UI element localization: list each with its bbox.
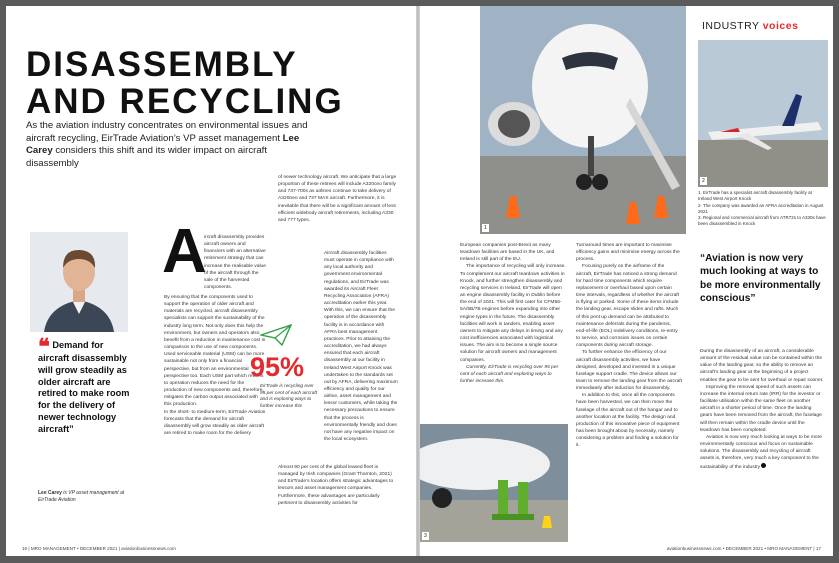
- column-3-paragraph-2: The importance of recycling will only increase. To complement our aircraft teardown activities in Knock, and further strengthen disassembly and recycling services in Ireland, EirTrade will open an engine disassembly facility in Dublin before the end of 2021. This will first cater for CFM56-5A/5B/7B engines before expanding into other engine types in the future. The disassembly facilities will work in tandem, enabling asset owners to mitigate any delays in timing and any cost inefficiencies associated with logistical issues. The aim is to become a single source solution for aircraft owners and management companies.: [460, 264, 566, 363]
- stat-text: EirTrade is recycling over 95 per cent of each aircraft and is exploring ways to further increase this: [260, 384, 318, 409]
- photo-aircraft-parked: [698, 40, 828, 187]
- article-column-1-lead: ircraft disassembly provides aircraft owners and financiers with an alternative retirement strategy that can increase the realisable value of the aircraft through the sale of the harvested components.: [204, 235, 266, 291]
- photo-number-3: 3: [424, 533, 427, 539]
- right-page: [420, 6, 833, 556]
- column-5-paragraph-3: [700, 434, 824, 471]
- caption-role: is VP asset management at EirTrade Aviation: [38, 490, 125, 503]
- article-column-4: [576, 242, 682, 548]
- column-4-paragraph-4: In addition to this, once all the components have been harvested, we can then move the fuselage of the aircraft out of the hangar and to another location at the facility. The design and production of this innovative piece of equipment has been brought about by necessity, namely considering a problem and finding a solution for it.: [576, 393, 680, 449]
- end-mark-icon: [761, 463, 766, 468]
- title-line-2: AND RECYCLING: [26, 82, 344, 121]
- caption-2: 2. The company was awarded an AFRA accreditation in August 2021: [698, 202, 824, 214]
- portrait-quote: [38, 334, 130, 436]
- section-label-text: INDUSTRY: [702, 20, 763, 32]
- article-column-2-top: of newer technology aircraft. We anticipate that a large proportion of these retirees will include A320ceo family and 737-700s as airlines continue to take delivery of A320neo and 737 MAX aircraft. Furthermore, it is inevitable that there will be a significant amount of less efficient widebody aircraft retirements, including A330 and 777 types.: [278, 175, 397, 223]
- quote-icon: ❝: [38, 334, 50, 359]
- caption-name: Lee Carey: [38, 490, 62, 496]
- left-page: [6, 6, 416, 556]
- standfirst-text-end: considers this shift and its wider impact on aircraft disassembly: [26, 145, 268, 169]
- column-5-paragraph-2: Improving the removal speed of such assets can increase the internal return rate (IRR) for the investor or facilitate utilisation within the same fleet on another aircraft in a shorter period of time. Once the landing gears have been removed from the aircraft, the fuselage will then remain within the cradle device until the teardown has been completed.: [700, 384, 822, 433]
- section-label-accent: voices: [762, 20, 799, 32]
- column-4-paragraph-1: Turnaround times are important to maximise efficiency gains and minimise energy across the process.: [576, 243, 680, 263]
- column-1-paragraph-2: In the short- to medium-term, EirTrade Aviation forecasts that the demand for aircraft disassembly will grow steadily as older aircraft are retired to make room for the delivery: [164, 409, 266, 436]
- left-footer: 16 | MRO MANAGEMENT • DECEMBER 2021 | aviationbusinessnews.com: [22, 546, 176, 551]
- article-column-1: [164, 294, 266, 546]
- caption-1: 1. EirTrade has a specialist aircraft disassembly facility at Ireland West Airport Knock: [698, 190, 812, 202]
- caption-3: 3. Regional and commercial aircraft from ATR72s to A330s have been disassembled in Knock: [698, 215, 826, 227]
- standfirst-author: Lee Carey: [26, 132, 300, 157]
- photo-number-1: 1: [484, 225, 487, 231]
- cradle-illustration: [420, 424, 568, 542]
- column-4-paragraph-3: To further enhance the efficiency of our aircraft disassembly activities, we have designed, developed and invested in a unique fuselage support cradle. The device allows our team to remove the landing gear from the aircraft immediately after induction for disassembly.: [576, 350, 682, 392]
- drop-cap: A: [162, 217, 207, 286]
- photo-captions: [698, 190, 826, 228]
- column-5-closing-text: Aviation is now very much looking at ways to be more environmentally conscious and focus on sustainable solutions. The disassembly and recycling of aircraft assets is, therefore, very much a key component to the sustainability of the industry: [700, 434, 822, 470]
- photo-number-2: 2: [702, 178, 705, 184]
- parked-aircraft-illustration: [698, 40, 828, 187]
- photo-disassembly-cradle: [420, 424, 568, 542]
- section-label: [702, 20, 798, 32]
- standfirst-text: As the aviation industry concentrates on environmental issues and aircraft recycling, EirTrade Aviation’s VP asset management: [26, 120, 308, 144]
- right-pull-quote: “Aviation is now very much looking at ways to be more environmentally conscious”: [700, 253, 821, 305]
- pull-quote-text: Demand for aircraft disassembly will grow steadily as older aircraft are retired to make room for the delivery of newer technology aircraft”: [38, 340, 130, 434]
- column-4-paragraph-2: Focusing purely on the airframe of the aircraft, EirTrade has noticed a strong demand for hard time components which require replacement or overhaul based upon certain time intervals, regardless of whether the aircraft is flying or parked. Some of these items include the landing gear, escape slides and rafts. Much of this pent up demand can be attributed to maintenance deferrals during the pandemic, end-of-life (EOL) redelivery conditions, re-entry to service, and corrosion issues on certain components during aircraft storage.: [576, 264, 680, 349]
- article-column-2-bottom: Almost 90 per cent of the global leased fleet is managed by Irish companies (Grant Thornton, 2021) and EirTrade’s location offers strategic advantages to lessors and asset management companies. Furthermore, these advantages are particularly pertinent to disassembly activities for: [278, 465, 394, 506]
- column-5-paragraph-1: During the disassembly of an aircraft, a considerable amount of the residual value can be contained within the value of the landing gear, so the ability to remove an aircraft’s landing gear at the beginning of a project enables the gear to be sent for overhaul or repair sooner.: [700, 349, 824, 383]
- aircraft-nose-illustration: [480, 6, 686, 234]
- column-3-paragraph-3: Currently, EirTrade is recycling over 95 per cent of each aircraft and exploring ways to further increase this.: [460, 364, 559, 384]
- standfirst: [26, 120, 321, 170]
- column-3-paragraph-1: European companies post-Brexit as many teardown facilities are based in the UK, and Ireland is still part of the EU.: [460, 243, 555, 263]
- photo-aircraft-hangar: [480, 6, 686, 234]
- article-column-2-mid: Aircraft disassembly facilities must operate in compliance with any local authority and government environmental regulations, and EirTrade was awarded its Aircraft Fleet Recycling Association (AFRA) accreditation earlier this year. With this, we can ensure that the operation of the disassembly facility is in accordance with AFRA best management practices. Prior to attaining the accreditation, we had always ensured that each aircraft disassembly at our facility in Ireland West Airport Knock was undertaken to the standards set out by AFRA, delivering maximum efficiency and quality for our airline, asset management and lessor customers, while taking the necessary precautions to ensure that the process is environmentally friendly and does not have any negative impact on the local ecosystem.: [324, 251, 398, 443]
- stat-value: 95%: [250, 352, 305, 382]
- article-title: [26, 46, 344, 120]
- portrait-illustration: [30, 232, 128, 332]
- article-column-3: [460, 242, 566, 420]
- right-footer: aviationbusinessnews.com • DECEMBER 2021 • MRO MANAGEMENT | 17: [666, 546, 821, 551]
- author-portrait: [30, 232, 128, 332]
- paper-plane-icon: [260, 324, 292, 346]
- article-column-5: [700, 348, 824, 544]
- title-line-1: DISASSEMBLY: [26, 45, 298, 84]
- column-1-paragraph: By ensuring that the components used to support the operation of older aircraft and materials are recycled, aircraft disassembly specialists can support the sustainability of the industry long term. Not only does this help the environment, but owners and operators also benefit from a reduction in maintenance cost in comparison to the use of new components. Used serviceable material (USM) can be more sustainable not only from a financial perspective, but from an environmental perspective too. Each USM part which returns to operation reduces the need for the production of new components and, therefore, mitigates the carbon output associated with this production.: [164, 295, 266, 408]
- portrait-caption: [38, 490, 128, 503]
